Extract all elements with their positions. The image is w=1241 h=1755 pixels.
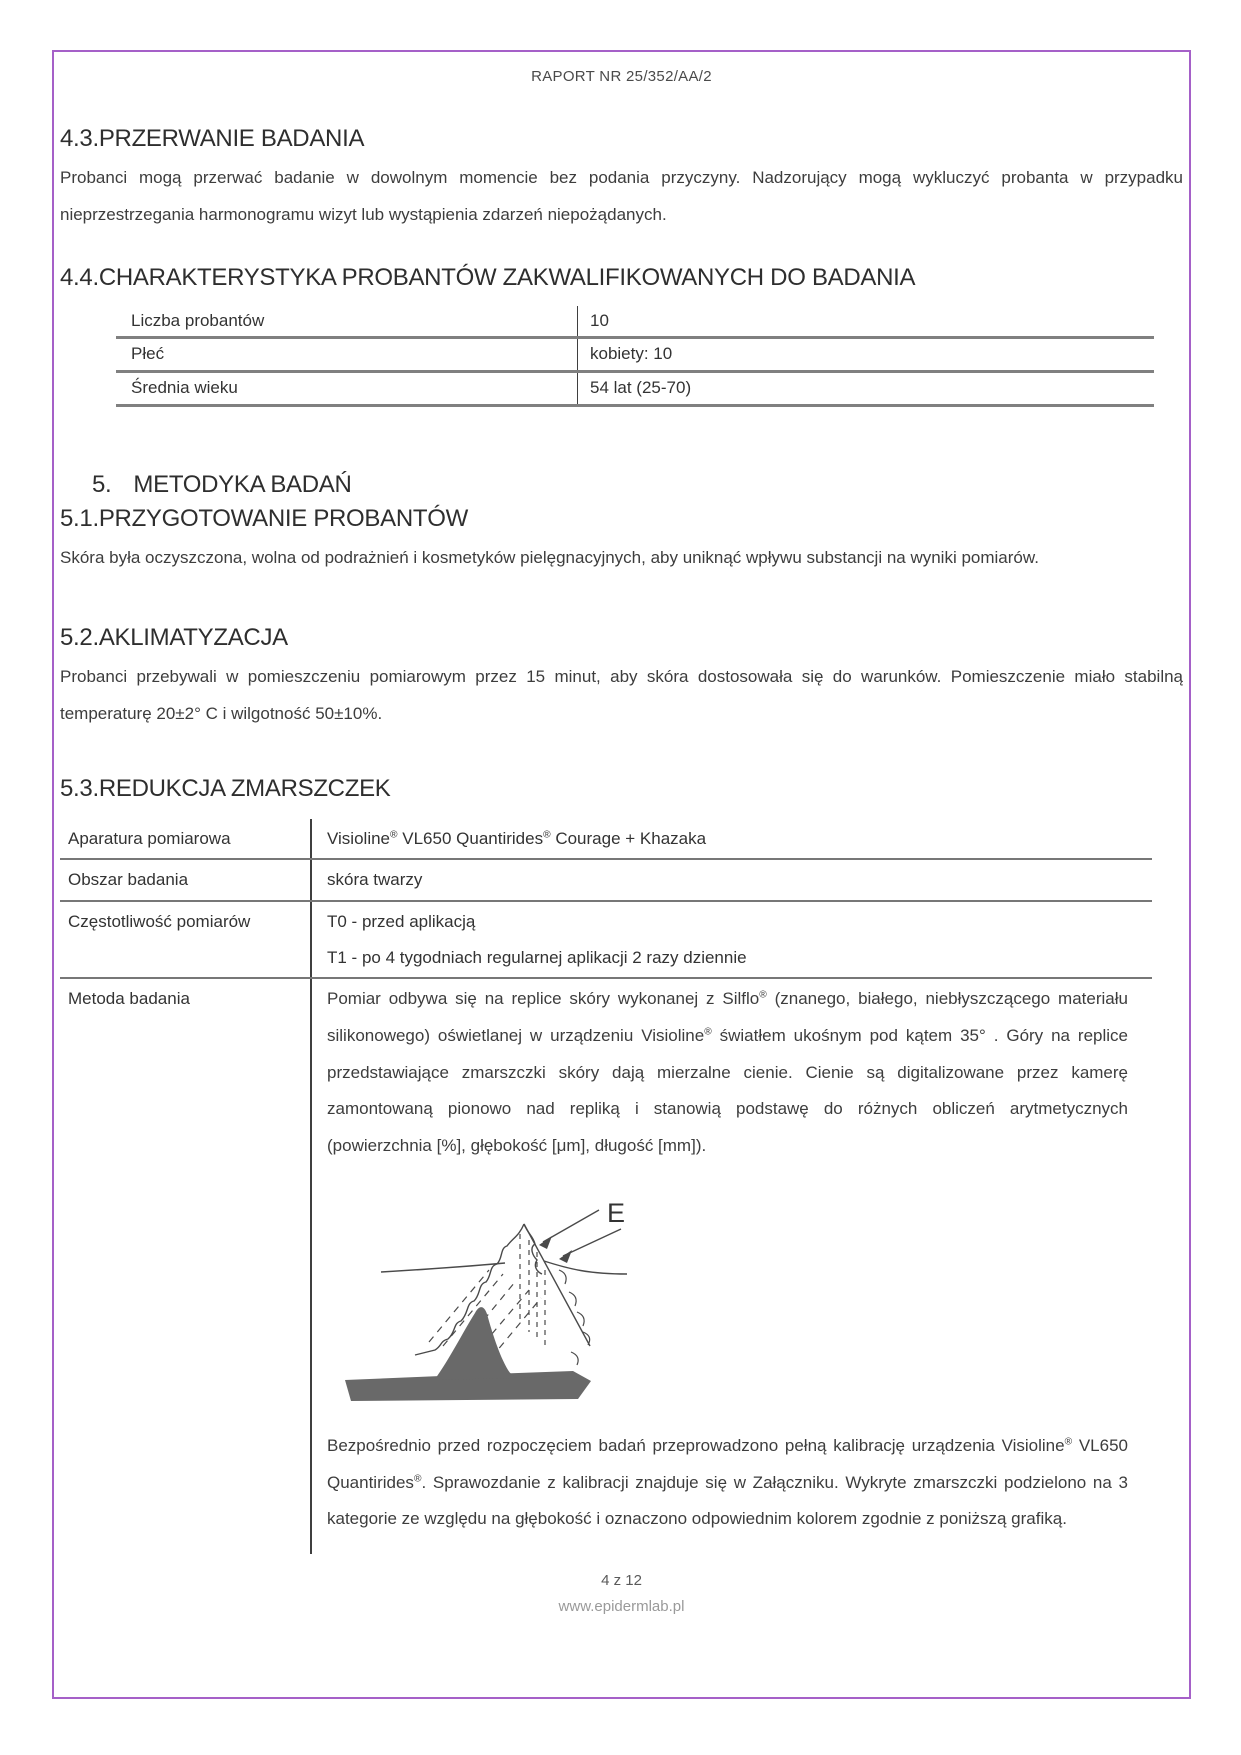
row-label: Obszar badania	[60, 859, 311, 901]
section-label: METODYKA BADAŃ	[133, 470, 352, 498]
row-value: kobiety: 10	[578, 338, 1155, 372]
section-body-4-3: Probanci mogą przerwać badanie w dowolnym momencie bez podania przyczyny. Nadzorujący mogą wykluczyć probanta w przypadku nieprzestrzegania harmonogramu wizyt lub wystąpienia zdarzeń niepożądanych.	[60, 168, 1183, 225]
arrowhead-2	[559, 1250, 572, 1263]
shadow-shapes	[345, 1307, 591, 1401]
website-url: www.epidermlab.pl	[558, 1597, 685, 1615]
table-row	[116, 306, 1154, 338]
surface-line-left	[381, 1263, 505, 1272]
row-value: 54 lat (25-70)	[578, 371, 1155, 405]
row-value	[311, 978, 1152, 1553]
wrinkle-method-table	[60, 819, 1152, 1554]
row-label: Metoda badania	[68, 989, 190, 1009]
frequency-line-t0: T0 - przed aplikacją	[327, 912, 476, 932]
section-title-5-1: 5.1.PRZYGOTOWANIE PROBANTÓW	[60, 504, 468, 532]
section-title-4-3: 4.3.PRZERWANIE BADANIA	[60, 125, 365, 152]
wrinkle-replica-figure	[337, 1174, 729, 1422]
method-paragraph-1: Pomiar odbywa się na replice skóry wykonanej z Silflo® (znanego, białego, niebłyszczącego materiału silikonowego) oświetlanej w urządzeniu Visioline® światłem ukośnym pod kątem 35° . Góry na replice przedstawiające zmarszczki skóry dają mierzalne cienie. Cienie są digitalizowane przez kamerę zamontowaną pionowo nad repliką i stanowią podstawę do różnych obliczeń arytmetycznych (powierzchnia [%], głębokość [μm], długość [mm]).	[327, 989, 1128, 1155]
section-body-5-2: Probanci przebywali w pomieszczeniu pomiarowym przez 15 minut, aby skóra dostosowała się do warunków. Pomieszczenie miało stabilną temperaturę 20±2° C i wilgotność 50±10%.	[60, 666, 1183, 724]
row-value: 10	[578, 306, 1155, 338]
frequency-line-t1: T1 - po 4 tygodniach regularnej aplikacji 2 razy dziennie	[327, 947, 747, 967]
arrowhead-1	[539, 1236, 552, 1249]
slope-line	[524, 1224, 590, 1346]
row-label: Aparatura pomiarowa	[60, 819, 311, 860]
section-title-5-2: 5.2.AKLIMATYZACJA	[60, 623, 288, 651]
surface-line-right	[544, 1261, 627, 1274]
table-row	[116, 371, 1154, 405]
row-label: Liczba probantów	[116, 306, 578, 338]
table-row	[60, 901, 1152, 978]
row-label: Płeć	[116, 338, 578, 372]
page-number: 4 z 12	[601, 1571, 642, 1589]
report-header: RAPORT NR 25/352/AA/2	[531, 68, 712, 85]
method-paragraph-2: Bezpośrednio przed rozpoczęciem badań przeprowadzono pełną kalibrację urządzenia Visioline® VL650 Quantirides®. Sprawozdanie z kalibracji znajduje się w Załączniku. Wykryte zmarszczki podzielono na 3 kategorie ze względu na głębokość i oznaczono odpowiednim kolorem zgodnie z poniższą grafiką.	[327, 1436, 1128, 1529]
section-title-5	[60, 471, 1183, 499]
section-title-5-3: 5.3.REDUKCJA ZMARSZCZEK	[60, 774, 391, 802]
row-label: Średnia wieku	[116, 371, 578, 405]
section-body-5-1: Skóra była oczyszczona, wolna od podrażnień i kosmetyków pielęgnacyjnych, aby uniknąć wpływu substancji na wyniki pomiarów.	[60, 547, 1039, 567]
peak-right-edge	[524, 1224, 542, 1274]
table-row	[60, 859, 1152, 901]
table-row	[60, 978, 1152, 1553]
table-row	[116, 338, 1154, 372]
row-value: Visioline® VL650 Quantirides® Courage + Khazaka	[311, 819, 1152, 860]
row-value: skóra twarzy	[311, 859, 1152, 901]
table-row	[60, 819, 1152, 860]
participants-table	[116, 306, 1154, 407]
page-border-frame	[52, 50, 1191, 1699]
row-label: Częstotliwość pomiarów	[60, 901, 311, 978]
figure-label-e: E	[607, 1198, 626, 1229]
section-title-4-4: 4.4.CHARAKTERYSTYKA PROBANTÓW ZAKWALIFIKOWANYCH DO BADANIA	[60, 263, 916, 291]
row-value	[311, 901, 1152, 978]
section-number: 5.	[92, 470, 112, 498]
shadow-peak	[435, 1307, 551, 1380]
page-footer	[60, 1572, 1183, 1615]
